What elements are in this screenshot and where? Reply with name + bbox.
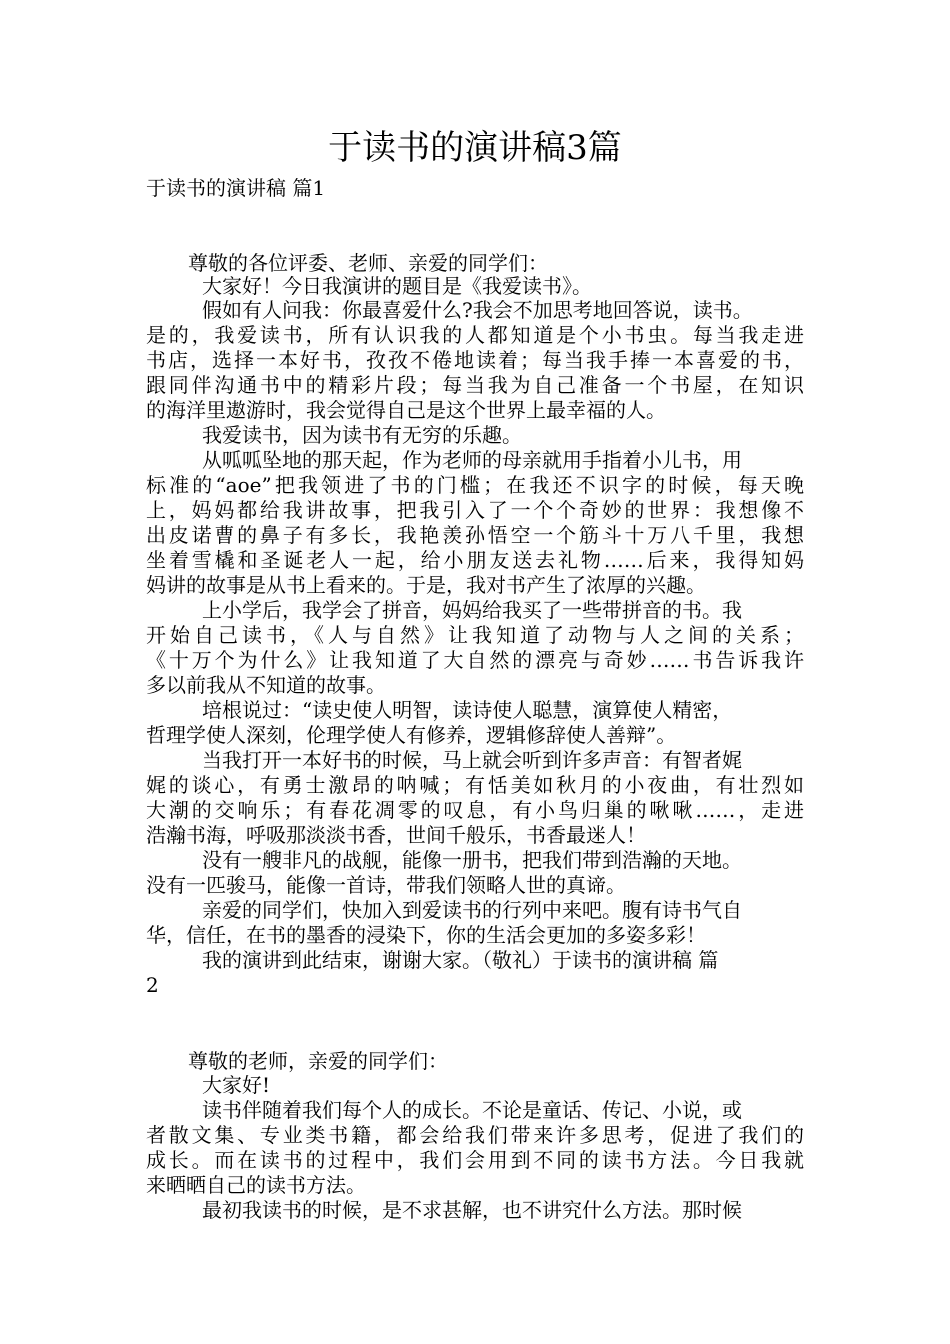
text-line: 妈讲的故事是从书上看来的。于是，我对书产生了浓厚的兴趣。 — [146, 573, 706, 597]
text-line: 假如有人问我：你最喜爱什么?我会不加思考地回答说，读书。 — [202, 298, 753, 322]
text-line: 于读书的演讲稿 篇1 — [146, 176, 326, 200]
text-line: 我爱读书，因为读书有无穷的乐趣。 — [202, 423, 522, 447]
text-line: 出皮诺曹的鼻子有多长，我艳羡孙悟空一个筋斗十万八千里，我想 — [146, 523, 804, 547]
text-line: 多以前我从不知道的故事。 — [146, 673, 386, 697]
text-line: 开始自己读书，《人与自然》让我知道了动物与人之间的关系； — [146, 623, 804, 647]
text-line: 是的，我爱读书，所有认识我的人都知道是个小书虫。每当我走进 — [146, 323, 804, 347]
text-line: 没有一匹骏马，能像一首诗，带我们领略人世的真谛。 — [146, 873, 626, 897]
text-line: 大家好！今日我演讲的题目是《我爱读书》。 — [202, 274, 592, 298]
text-line: 大家好! — [202, 1073, 271, 1097]
text-line: 者散文集、专业类书籍，都会给我们带来许多思考，促进了我们的 — [146, 1123, 804, 1147]
text-line: 的海洋里遨游时，我会觉得自己是这个世界上最幸福的人。 — [146, 398, 666, 422]
text-line: 当我打开一本好书的时候，马上就会听到许多声音：有智者娓 — [202, 748, 742, 772]
text-line: 尊敬的各位评委、老师、亲爱的同学们： — [188, 251, 548, 275]
text-line: 浩瀚书海，呼吸那淡淡书香，世间千般乐，书香最迷人！ — [146, 823, 646, 847]
text-line: 《十万个为什么》让我知道了大自然的漂亮与奇妙……书告诉我许 — [146, 648, 804, 672]
text-line: 最初我读书的时候，是不求甚解，也不讲究什么方法。那时候 — [202, 1198, 742, 1222]
text-line: 培根说过：“读史使人明智，读诗使人聪慧，演算使人精密， — [202, 698, 733, 722]
text-line: 坐着雪橇和圣诞老人一起，给小朋友送去礼物……后来，我得知妈 — [146, 548, 804, 572]
text-line: 上小学后，我学会了拼音，妈妈给我买了一些带拼音的书。我 — [202, 598, 742, 622]
text-line: 大潮的交响乐；有春花凋零的叹息，有小鸟归巢的啾啾……，走进 — [146, 798, 804, 822]
text-line: 标准的“aoe”把我领进了书的门槛；在我还不识字的时候，每天晚 — [146, 473, 804, 497]
text-line: 书店，选择一本好书，孜孜不倦地读着；每当我手捧一本喜爱的书， — [146, 348, 804, 372]
text-line: 跟同伴沟通书中的精彩片段；每当我为自己准备一个书屋，在知识 — [146, 373, 804, 397]
text-line: 读书伴随着我们每个人的成长。不论是童话、传记、小说，或 — [202, 1098, 742, 1122]
text-line: 成长。而在读书的过程中，我们会用到不同的读书方法。今日我就 — [146, 1148, 804, 1172]
text-line: 2 — [146, 973, 159, 997]
text-line: 哲理学使人深刻，伦理学使人有修养，逻辑修辞使人善辩”。 — [146, 723, 677, 747]
text-line: 尊敬的老师，亲爱的同学们： — [188, 1049, 448, 1073]
text-line: 我的演讲到此结束，谢谢大家。（敬礼）于读书的演讲稿 篇 — [202, 948, 719, 972]
text-line: 没有一艘非凡的战舰，能像一册书，把我们带到浩瀚的天地。 — [202, 848, 742, 872]
text-line: 来晒晒自己的读书方法。 — [146, 1173, 366, 1197]
text-line: 娓的谈心，有勇士激昂的呐喊；有恬美如秋月的小夜曲，有壮烈如 — [146, 773, 804, 797]
text-line: 从呱呱坠地的那天起，作为老师的母亲就用手指着小儿书，用 — [202, 448, 742, 472]
text-line: 上，妈妈都给我讲故事，把我引入了一个个奇妙的世界：我想像不 — [146, 498, 804, 522]
text-line: 亲爱的同学们，快加入到爱读书的行列中来吧。腹有诗书气自 — [202, 898, 742, 922]
text-line: 华，信任，在书的墨香的浸染下，你的生活会更加的多姿多彩！ — [146, 923, 706, 947]
document-title: 于读书的演讲稿3篇 — [328, 128, 622, 168]
